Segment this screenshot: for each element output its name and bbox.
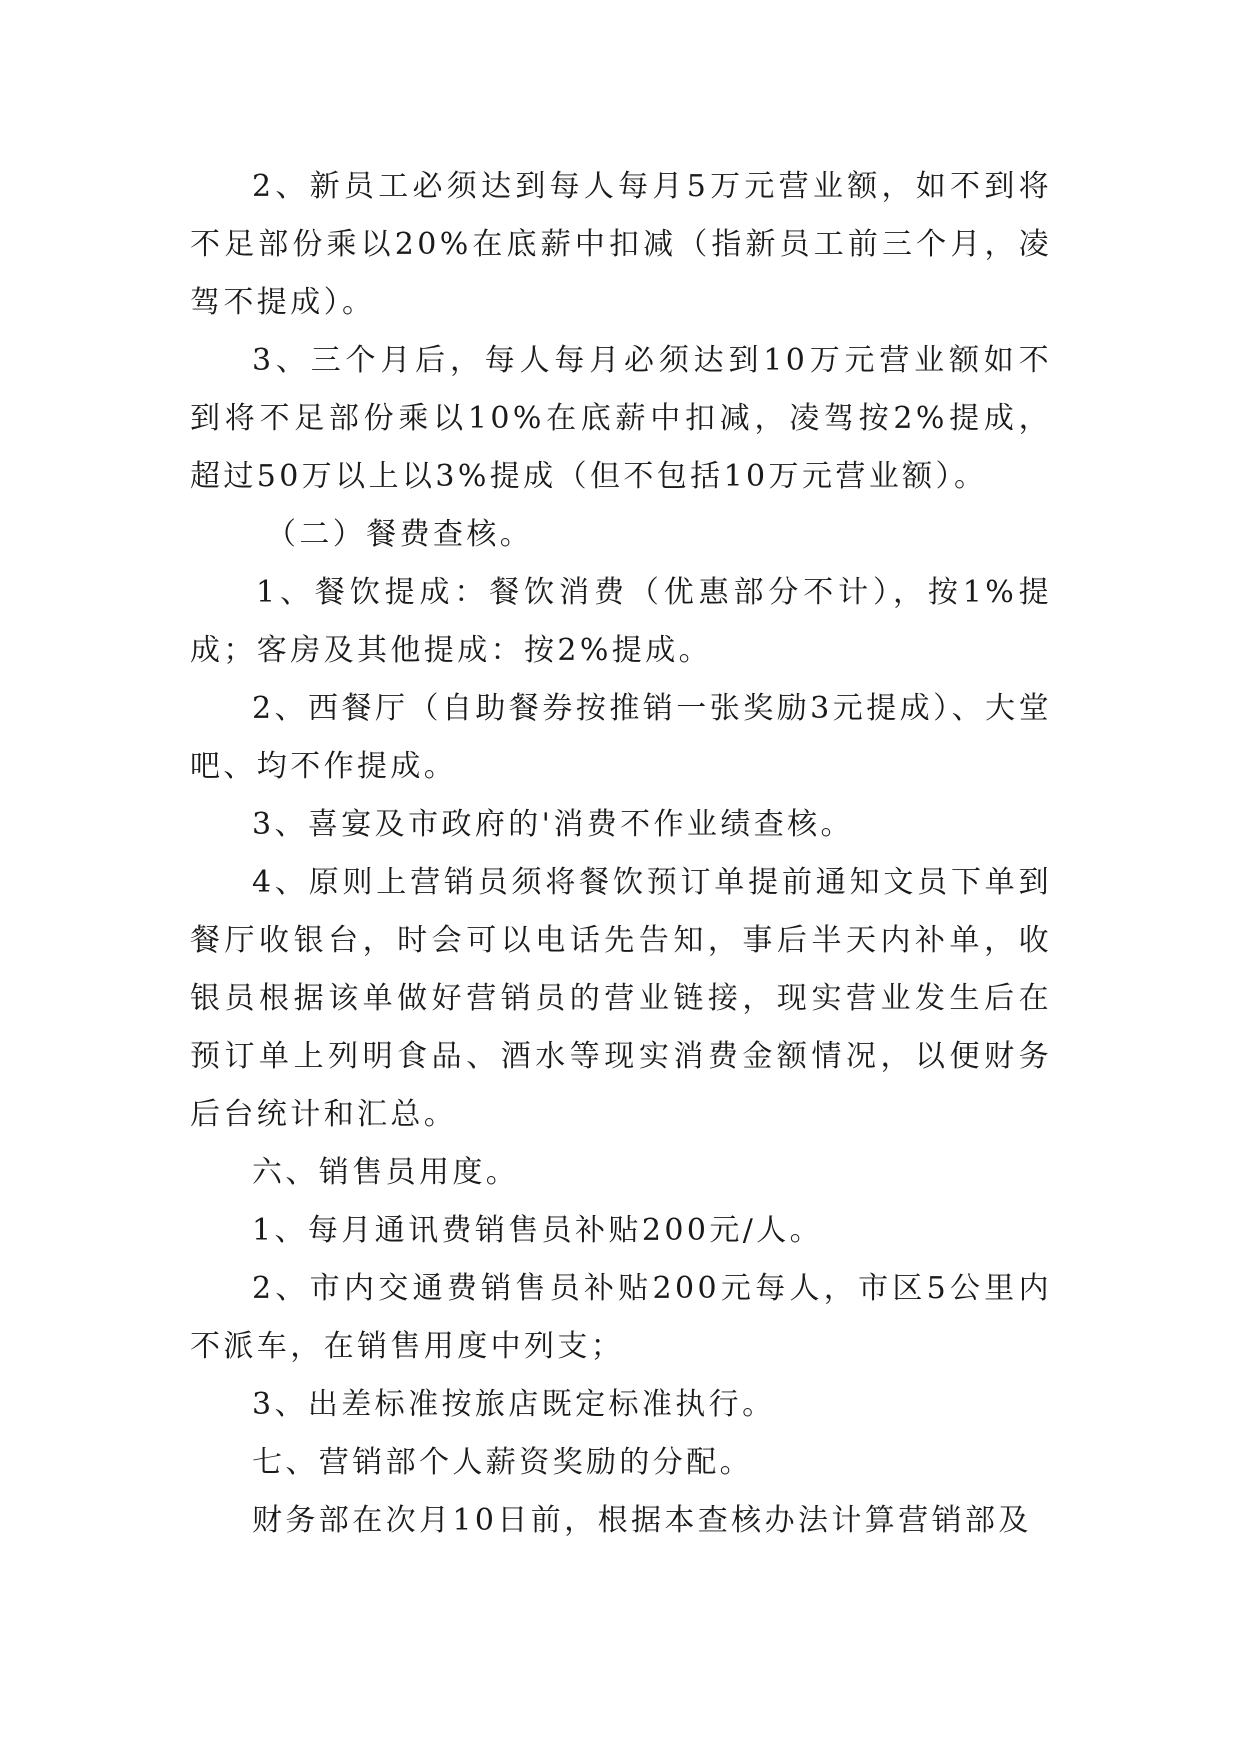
paragraph-communication-allowance: 1、每月通讯费销售员补贴200元/人。 bbox=[252, 1213, 824, 1248]
section-heading-salary-distribution: 七、营销部个人薪资奖励的分配。 bbox=[252, 1445, 753, 1480]
paragraph-new-employee-quota: 2、新员工必须达到每人每月5万元营业额，如不到将不足部份乘以20%在底薪中扣减（指新员工前三个月，凌驾不提成）。 bbox=[190, 169, 1052, 320]
paragraph-western-restaurant: 2、西餐厅（自助餐券按推销一张奖励3元提成）、大堂吧、均不作提成。 bbox=[190, 691, 1052, 784]
section-heading-meal-review: （二）餐费查核。 bbox=[266, 517, 534, 552]
paragraph-finance-calculation: 财务部在次月10日前，根据本查核办法计算营销部及 bbox=[252, 1503, 1032, 1538]
section-heading-sales-expenses: 六、销售员用度。 bbox=[252, 1155, 520, 1190]
paragraph-travel-standard: 3、出差标准按旅店既定标准执行。 bbox=[252, 1387, 776, 1422]
document-body bbox=[190, 158, 1052, 1550]
paragraph-dining-commission: 1、餐饮提成：餐饮消费（优惠部分不计），按1%提成；客房及其他提成：按2%提成。 bbox=[190, 575, 1052, 668]
paragraph-transport-allowance: 2、市内交通费销售员补贴200元每人，市区5公里内不派车，在销售用度中列支； bbox=[190, 1271, 1052, 1364]
paragraph-after-three-months: 3、三个月后，每人每月必须达到10万元营业额如不到将不足部份乘以10%在底薪中扣减，凌驾按2%提成，超过50万以上以3%提成（但不包括10万元营业额）。 bbox=[190, 343, 1052, 494]
paragraph-banquet-exclusion: 3、喜宴及市政府的'消费不作业绩查核。 bbox=[252, 807, 854, 842]
paragraph-reservation-procedure: 4、原则上营销员须将餐饮预订单提前通知文员下单到餐厅收银台，时会可以电话先告知，事后半天内补单，收银员根据该单做好营销员的营业链接，现实营业发生后在预订单上列明食品、酒水等现实消费金额情况，以便财务后台统计和汇总。 bbox=[190, 865, 1052, 1132]
